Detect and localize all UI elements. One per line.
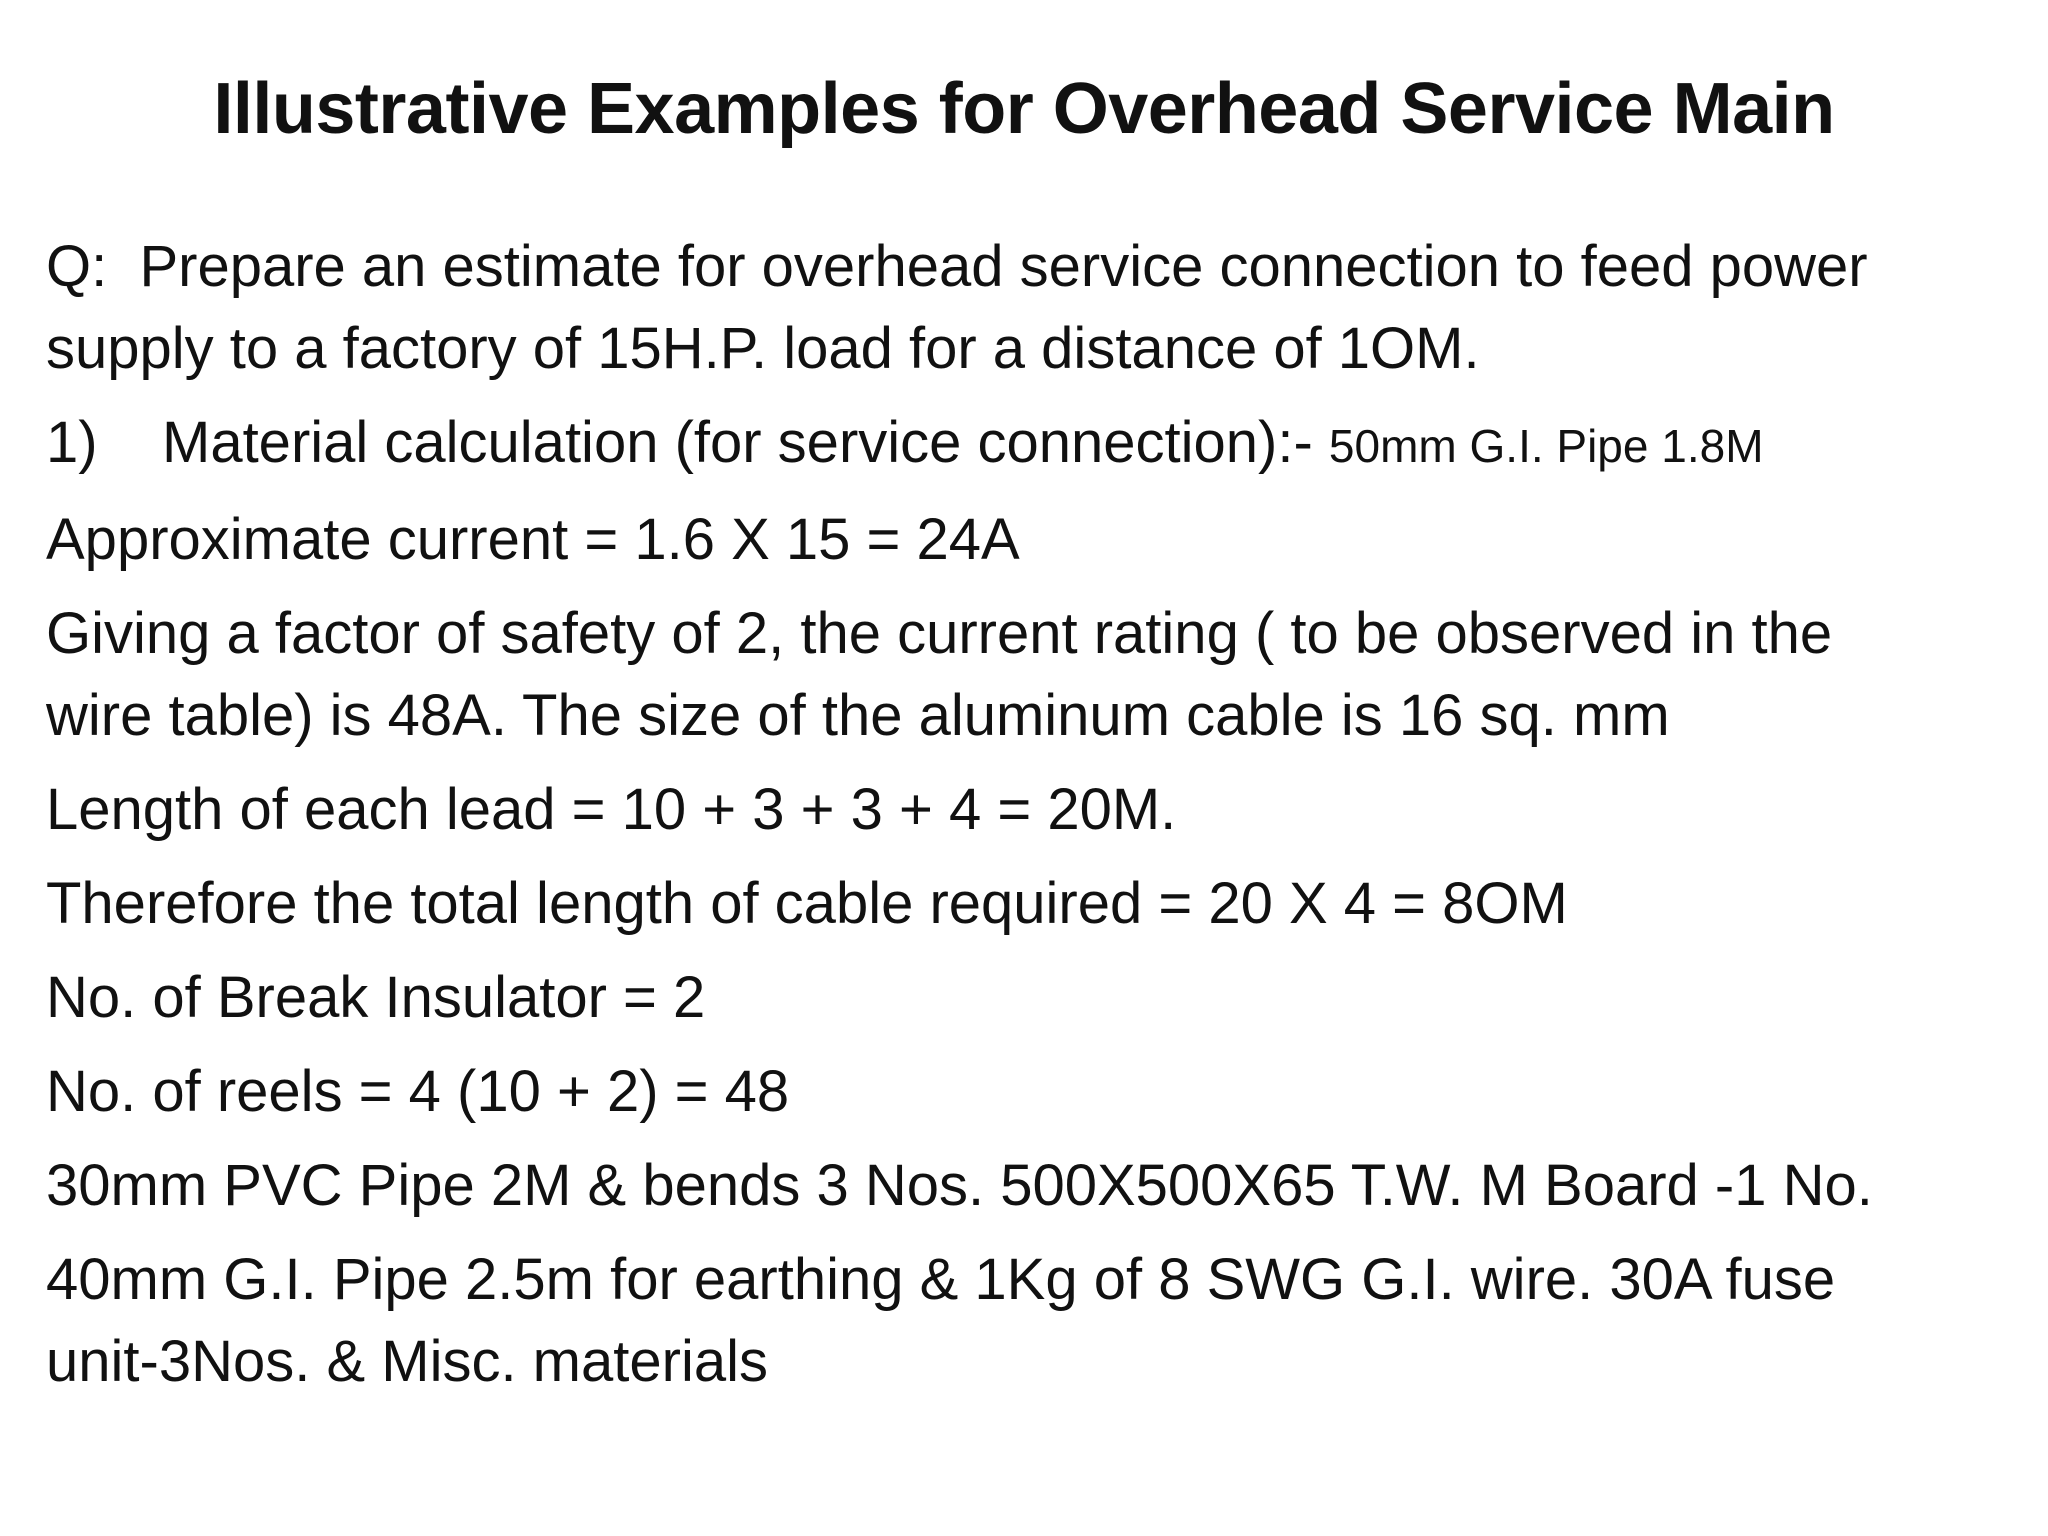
material-number: 1) [46, 410, 98, 475]
slide-body [46, 226, 2036, 1415]
safety-paragraph [46, 593, 2036, 757]
question-text: Prepare an estimate for overhead service connection to feed power [139, 234, 1868, 299]
question-paragraph [46, 226, 2036, 390]
earthing-paragraph [46, 1239, 2036, 1403]
question-line-2: supply to a factory of 15H.P. load for a distance of 1OM. [46, 316, 1480, 381]
earthing-line-2: unit-3Nos. & Misc. materials [46, 1329, 768, 1394]
pvc-pipe-line: 30mm PVC Pipe 2M & bends 3 Nos. 500X500X65 T.W. M Board -1 No. [46, 1153, 1873, 1218]
slide-title: Illustrative Examples for Overhead Service Main [213, 69, 1835, 149]
reels-line: No. of reels = 4 (10 + 2) = 48 [46, 1059, 790, 1124]
total-length-line: Therefore the total length of cable required = 20 X 4 = 8OM [46, 871, 1568, 936]
question-line-1 [46, 226, 2036, 308]
material-note: 50mm G.I. Pipe 1.8M [1328, 420, 1764, 472]
break-insulator-line: No. of Break Insulator = 2 [46, 965, 706, 1030]
safety-line-1: Giving a factor of safety of 2, the current rating ( to be observed in the [46, 601, 1833, 666]
lead-length-line: Length of each lead = 10 + 3 + 3 + 4 = 20M. [46, 777, 1177, 842]
material-heading: Material calculation (for service connection):- [162, 410, 1313, 475]
approx-current-line: Approximate current = 1.6 X 15 = 24A [46, 507, 1020, 572]
earthing-line-1: 40mm G.I. Pipe 2.5m for earthing & 1Kg of 8 SWG G.I. wire. 30A fuse [46, 1247, 1836, 1312]
safety-line-2: wire table) is 48A. The size of the aluminum cable is 16 sq. mm [46, 683, 1670, 748]
question-label: Q: [46, 234, 108, 299]
material-heading-line [46, 402, 2036, 487]
